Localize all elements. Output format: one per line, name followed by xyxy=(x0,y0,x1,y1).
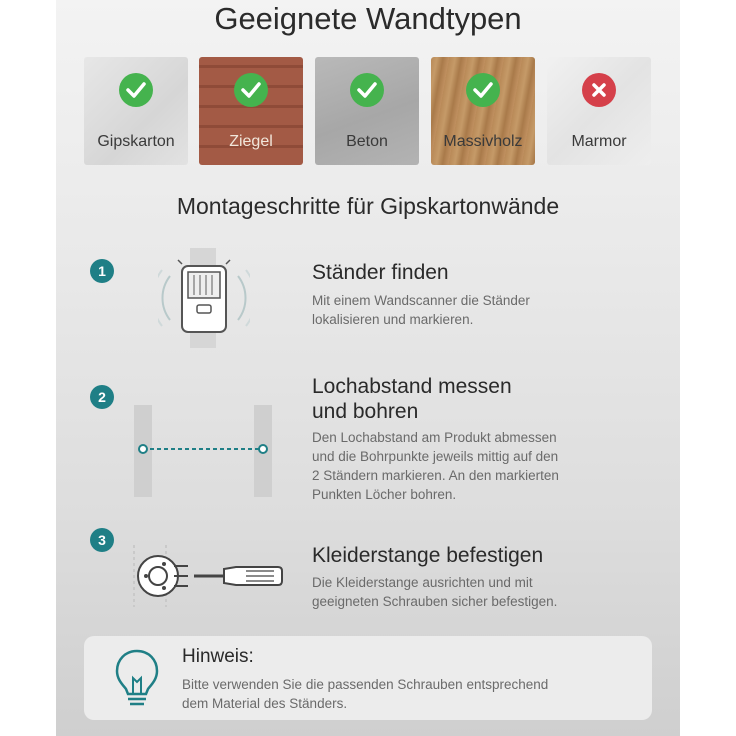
note-title: Hinweis: xyxy=(182,646,254,667)
step-description-3: Die Kleiderstange ausrichten und mit geeigneten Schrauben sicher befestigen. xyxy=(312,575,558,609)
wall-type-label: Massivholz xyxy=(443,133,523,150)
note-box xyxy=(84,636,652,720)
step-number-2: 2 xyxy=(90,385,114,409)
section-title: Montageschritte für Gipskartonwände xyxy=(176,193,560,219)
wall-type-beton xyxy=(315,57,419,165)
wall-type-marmor xyxy=(547,57,651,165)
step-description-2: Den Lochabstand am Produkt abmessen und die Bohrpunkte jeweils mittig auf den 2 Ständern markieren. An den markierten Punkten Löcher bohren. xyxy=(312,430,559,502)
wall-scanner-icon xyxy=(158,248,250,348)
wall-type-ziegel xyxy=(199,57,303,165)
page-title: Geeignete Wandtypen xyxy=(214,1,522,36)
step-description-1: Mit einem Wandscanner die Ständer lokalisieren und markieren. xyxy=(312,293,530,327)
step-title-3: Kleiderstange befestigen xyxy=(312,544,544,567)
wall-type-label: Marmor xyxy=(571,133,627,150)
check-icon xyxy=(466,73,500,107)
step-title-2: Lochabstand messen und bohren xyxy=(312,375,512,423)
step-number-1: 1 xyxy=(90,259,114,283)
cross-icon xyxy=(582,73,616,107)
wall-type-massivholz xyxy=(431,57,535,165)
stud-distance-icon xyxy=(130,405,276,497)
step-number-3: 3 xyxy=(90,528,114,552)
wall-type-label: Ziegel xyxy=(229,133,273,150)
screwdriver-icon xyxy=(128,545,284,607)
check-icon xyxy=(234,73,268,107)
note-text: Bitte verwenden Sie die passenden Schrauben entsprechend dem Material des Ständers. xyxy=(182,677,549,711)
lightbulb-icon xyxy=(114,648,160,710)
step-title-1: Ständer finden xyxy=(312,261,449,284)
check-icon xyxy=(119,73,153,107)
wall-type-label: Beton xyxy=(346,133,388,150)
check-icon xyxy=(350,73,384,107)
wall-type-label: Gipskarton xyxy=(97,133,175,150)
wall-type-gipskarton xyxy=(84,57,188,165)
